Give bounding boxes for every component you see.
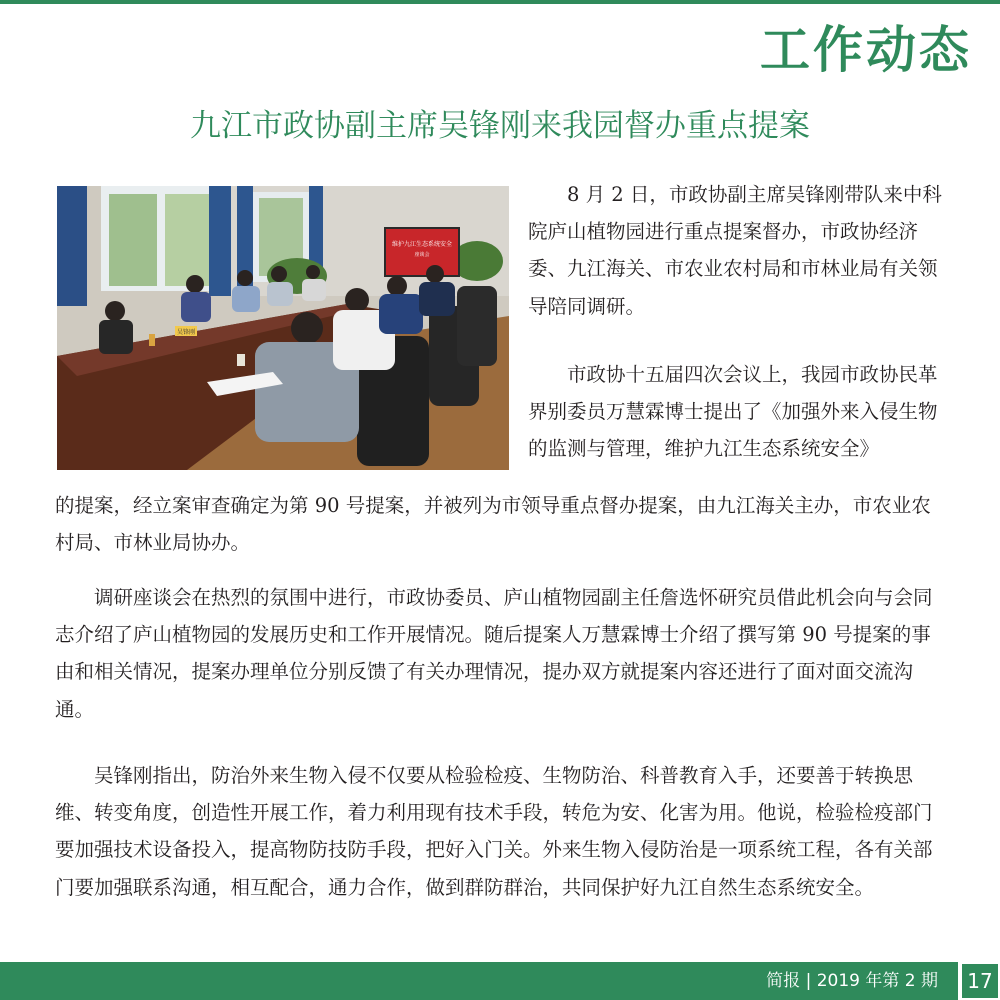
footer-issue-label: 简报 | 2019 年第 2 期: [766, 971, 938, 991]
page-number: 17: [962, 964, 998, 998]
paragraph-3: 调研座谈会在热烈的氛围中进行，市政协委员、庐山植物园副主任詹选怀研究员借此机会向与会同志介绍了庐山植物园的发展历史和工作开展情况。随后提案人万慧霖博士介绍了撰写第 90 号提案的事由和相关情况，提案办理单位分别反馈了有关办理情况，提办双方就提案内容还进行了面对面交流沟通。: [55, 586, 933, 721]
paragraph-4: 吴锋刚指出，防治外来生物入侵不仅要从检验检疫、生物防治、科普教育入手，还要善于转换思维、转变角度，创造性开展工作，着力利用现有技术手段，转危为安、化害为用。他说，检验检疫部门要加强技术设备投入，提高物防技防手段，把好入门关。外来生物入侵防治是一项系统工程，各有关部门要加强联系沟通，相互配合，通力合作，做到群防群治，共同保护好九江自然生态系统安全。: [55, 764, 933, 899]
paragraph-2-top: 市政协十五届四次会议上，我园市政协民革界别委员万慧霖博士提出了《加强外来入侵生物的监测与管理，维护九江生态系统安全》: [528, 363, 938, 461]
nameplate-text: 吴锋刚: [176, 329, 196, 336]
screen-text-line1: 维护九江生态系统安全: [391, 241, 453, 248]
screen-text-line2: 座谈会: [414, 252, 430, 258]
article-headline: 九江市政协副主席吴锋刚来我园督办重点提案: [190, 108, 810, 144]
top-rule: [0, 0, 1000, 4]
paragraph-2-continued: 的提案，经立案审查确定为第 90 号提案，并被列为市领导重点督办提案，由九江海关主办，市农业农村局、市林业局协办。: [55, 494, 931, 555]
meeting-photo: [57, 186, 509, 470]
section-title: 工作动态: [760, 20, 972, 79]
paragraph-1: 8 月 2 日，市政协副主席吴锋刚带队来中科院庐山植物园进行重点提案督办，市政协经济委、九江海关、市农业农村局和市林业局有关领导陪同调研。: [528, 183, 942, 318]
